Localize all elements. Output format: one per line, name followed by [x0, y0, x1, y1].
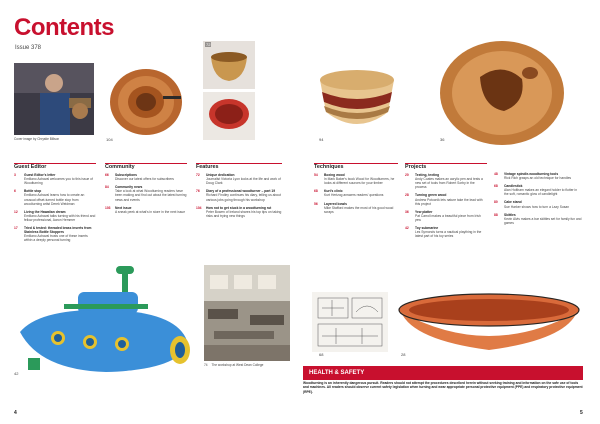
candlestick-diagram — [312, 292, 388, 352]
page-number-right: 5 — [580, 410, 583, 416]
photo-number: 72 — [206, 42, 211, 47]
entry-desc: Alan Holtham makes an elegant holder to flutter in the soft, romantic glow of candlelight — [504, 188, 578, 197]
column-heading: Features — [196, 163, 282, 169]
column-heading: Projects — [405, 163, 487, 169]
entry-page: 42 — [405, 226, 409, 231]
entry-desc: Andy Coates makes an acrylic pen and tests a new set of tools from Robert Sorby in the process — [415, 177, 483, 190]
guest-editor-column — [14, 163, 96, 246]
entry-desc: Mike Stafford makes the most of his good wood scraps — [324, 205, 394, 214]
entry-title: Candlestick — [504, 184, 523, 189]
entry-title: Cake stand — [504, 200, 522, 205]
toc-entry[interactable] — [314, 173, 398, 185]
entry-page: 3 — [14, 173, 16, 178]
entry-page: 12 — [14, 209, 18, 214]
column-heading: Techniques — [314, 163, 398, 169]
workshop-photo — [204, 265, 290, 361]
toc-entry[interactable] — [405, 226, 487, 238]
entry-title: Bottle stop — [24, 189, 42, 194]
entry-page: 104 — [196, 205, 202, 210]
entry-title: Community news — [115, 185, 143, 190]
entry-title: Diary of a professional woodturner – part 19 — [206, 189, 276, 194]
photo-number: 104 — [106, 137, 113, 142]
entry-desc: Journalist Victoria Lyon looks at the life and work of Doug Clark — [206, 177, 281, 186]
entry-desc: Emiliano Achaval trusts one of these inserts within a deeply personal turning — [24, 234, 88, 243]
entry-desc: Sue Harker shows how to turn a Lazy Susan — [504, 204, 570, 209]
issue-number: Issue 378 — [15, 45, 42, 51]
photo-number: 74 — [204, 363, 208, 367]
entry-desc: Discover our latest offers for subscribers — [115, 177, 174, 182]
toc-entry[interactable] — [105, 173, 187, 181]
entry-desc: Andrew Potocnik lets nature take the lead with this project — [415, 197, 483, 206]
projects-column-continued — [494, 172, 582, 229]
entry-desc: Take a look at what Woodturning readers have been making and find out about the latest turning news and events — [115, 189, 187, 202]
toc-entry[interactable] — [405, 173, 487, 189]
toc-entry[interactable] — [14, 226, 96, 242]
entry-desc: Kevin Alvis makes a bar skittles set for family fun and games — [504, 216, 582, 225]
community-column — [105, 163, 187, 218]
toc-entry[interactable] — [105, 185, 187, 201]
entry-title: Subscriptions — [115, 173, 137, 178]
toy-submarine-photo — [10, 262, 196, 380]
features-column — [196, 163, 282, 222]
entry-desc: Emiliano Achaval learns how to create an unusual offset-turned bottle stop from woodturning artist Derek Weidman — [24, 193, 85, 206]
health-safety-heading: HEALTH & SAFETY — [303, 366, 583, 380]
entry-title: Vintage spindle-woodturning tools — [504, 172, 559, 176]
entry-title: Unique dedication — [206, 173, 235, 178]
entry-title: Guest Editor's letter — [24, 173, 56, 178]
column-heading: Guest Editor — [14, 163, 96, 169]
burl-box-photo — [103, 62, 189, 144]
workshop-caption — [204, 363, 263, 367]
layered-bowl-photo — [312, 62, 402, 142]
page-number-left: 4 — [14, 410, 17, 416]
toc-entry[interactable] — [105, 206, 187, 214]
entry-desc: Les Symonds turns a nautical plaything in the latest part of his toy series — [415, 230, 482, 239]
entry-page: 36 — [405, 209, 409, 214]
entry-page: 88 — [494, 212, 498, 217]
entry-title: Skittles — [504, 212, 516, 217]
entry-page: 72 — [196, 173, 200, 178]
entry-title: Yew platter — [415, 209, 433, 214]
toc-entry[interactable] — [196, 173, 282, 185]
toc-entry[interactable] — [405, 193, 487, 205]
toc-entry[interactable] — [14, 173, 96, 185]
toc-entry[interactable] — [14, 189, 96, 205]
toc-entry[interactable] — [314, 189, 398, 197]
entry-page: 20 — [405, 173, 409, 178]
entry-page: 17 — [14, 226, 18, 231]
toc-entry[interactable] — [494, 172, 582, 180]
entry-desc: A sneak peek at what's in store in the next issue — [115, 209, 186, 214]
entry-title: Layered bowls — [324, 201, 347, 206]
photo-number: 42 — [14, 371, 19, 376]
photo-number: 94 — [319, 137, 324, 142]
bowl-photo-bottom — [203, 92, 255, 140]
photo-number: 36 — [440, 137, 445, 142]
photo-number: 68 — [319, 352, 324, 357]
entry-page: 84 — [105, 185, 109, 190]
yew-platter-photo — [430, 37, 574, 149]
entry-title: Boxing wood — [324, 173, 345, 178]
entry-page: 76 — [196, 189, 200, 194]
projects-column — [405, 163, 487, 242]
entry-desc: In Mark Baker's book Wood for Woodturners, he looks at different sources for your timber — [324, 177, 395, 186]
entry-desc: Pat Carroll makes a beautiful piece from Irish yew — [415, 213, 481, 222]
health-safety-text: Woodturning is an inherently dangerous pursuit. Readers should not attempt the procedures described herein without seeking training and information on the safe use of tools and machines. All readers should observe current safety legislation when turning and wear appropriate personal protective equipment (PPE) and respiratory protective equipment (RPE). — [303, 381, 583, 394]
entry-desc: Kurt Hertzog answers readers' questions — [324, 193, 384, 198]
toc-entry[interactable] — [314, 202, 398, 214]
cover-caption: Cover image by Chrystie Billson — [14, 137, 60, 141]
entry-title: Texting, texting — [415, 173, 440, 178]
entry-page: 68 — [494, 184, 498, 189]
techniques-column — [314, 163, 398, 218]
entry-title: Toy submarine — [415, 226, 439, 231]
entry-page: 103 — [105, 205, 111, 210]
entry-page: 80 — [494, 200, 498, 205]
entry-page: 54 — [314, 173, 318, 178]
green-wood-bowl-photo — [395, 290, 583, 358]
entry-desc: Peter Bowen of Ireland shares his top tips on taking risks and trying new things — [206, 209, 282, 218]
entry-page: 56 — [314, 201, 318, 206]
toc-entry[interactable] — [196, 189, 282, 201]
bowl-photo-top — [203, 41, 255, 89]
entry-desc: Emiliano Achaval welcomes you to this issue of Woodturning — [24, 177, 93, 186]
entry-page: 48 — [494, 172, 498, 176]
toc-entry[interactable] — [494, 200, 582, 208]
page-title: Contents — [14, 14, 114, 41]
entry-desc: Richard Findley continues his diary, telling us about various jobs going through his workshop — [206, 193, 281, 202]
entry-page: 66 — [105, 173, 109, 178]
entry-title: Kurt's clinic — [324, 189, 343, 194]
column-heading: Community — [105, 163, 187, 169]
entry-page: 28 — [405, 193, 409, 198]
entry-desc: Rick Rich grasps an old technique for handles — [504, 176, 572, 181]
entry-page: 68 — [314, 189, 318, 194]
entry-title: Next issue — [115, 205, 132, 210]
toc-entry[interactable] — [405, 210, 487, 222]
entry-title: Turning green wood — [415, 193, 447, 198]
toc-entry[interactable] — [196, 206, 282, 218]
entry-page: 6 — [14, 189, 16, 194]
photo-number: 28 — [401, 352, 406, 357]
toc-entry[interactable] — [494, 213, 582, 225]
cover-photo — [14, 63, 94, 135]
entry-title: Living the Hawaiian dream — [24, 209, 66, 214]
entry-title: Tried & tested: threaded brass inserts from Stainless Bottle Stoppers — [24, 226, 92, 235]
toc-entry[interactable] — [494, 184, 582, 196]
entry-title: How not to get stuck in a woodturning rut — [206, 205, 272, 210]
entry-desc: Emiliano Achaval talks turning with his friend and fellow professional, Aaron Hemmer — [24, 213, 96, 222]
toc-entry[interactable] — [14, 210, 96, 222]
workshop-caption-text: The workshop at West Dean College — [211, 363, 264, 367]
